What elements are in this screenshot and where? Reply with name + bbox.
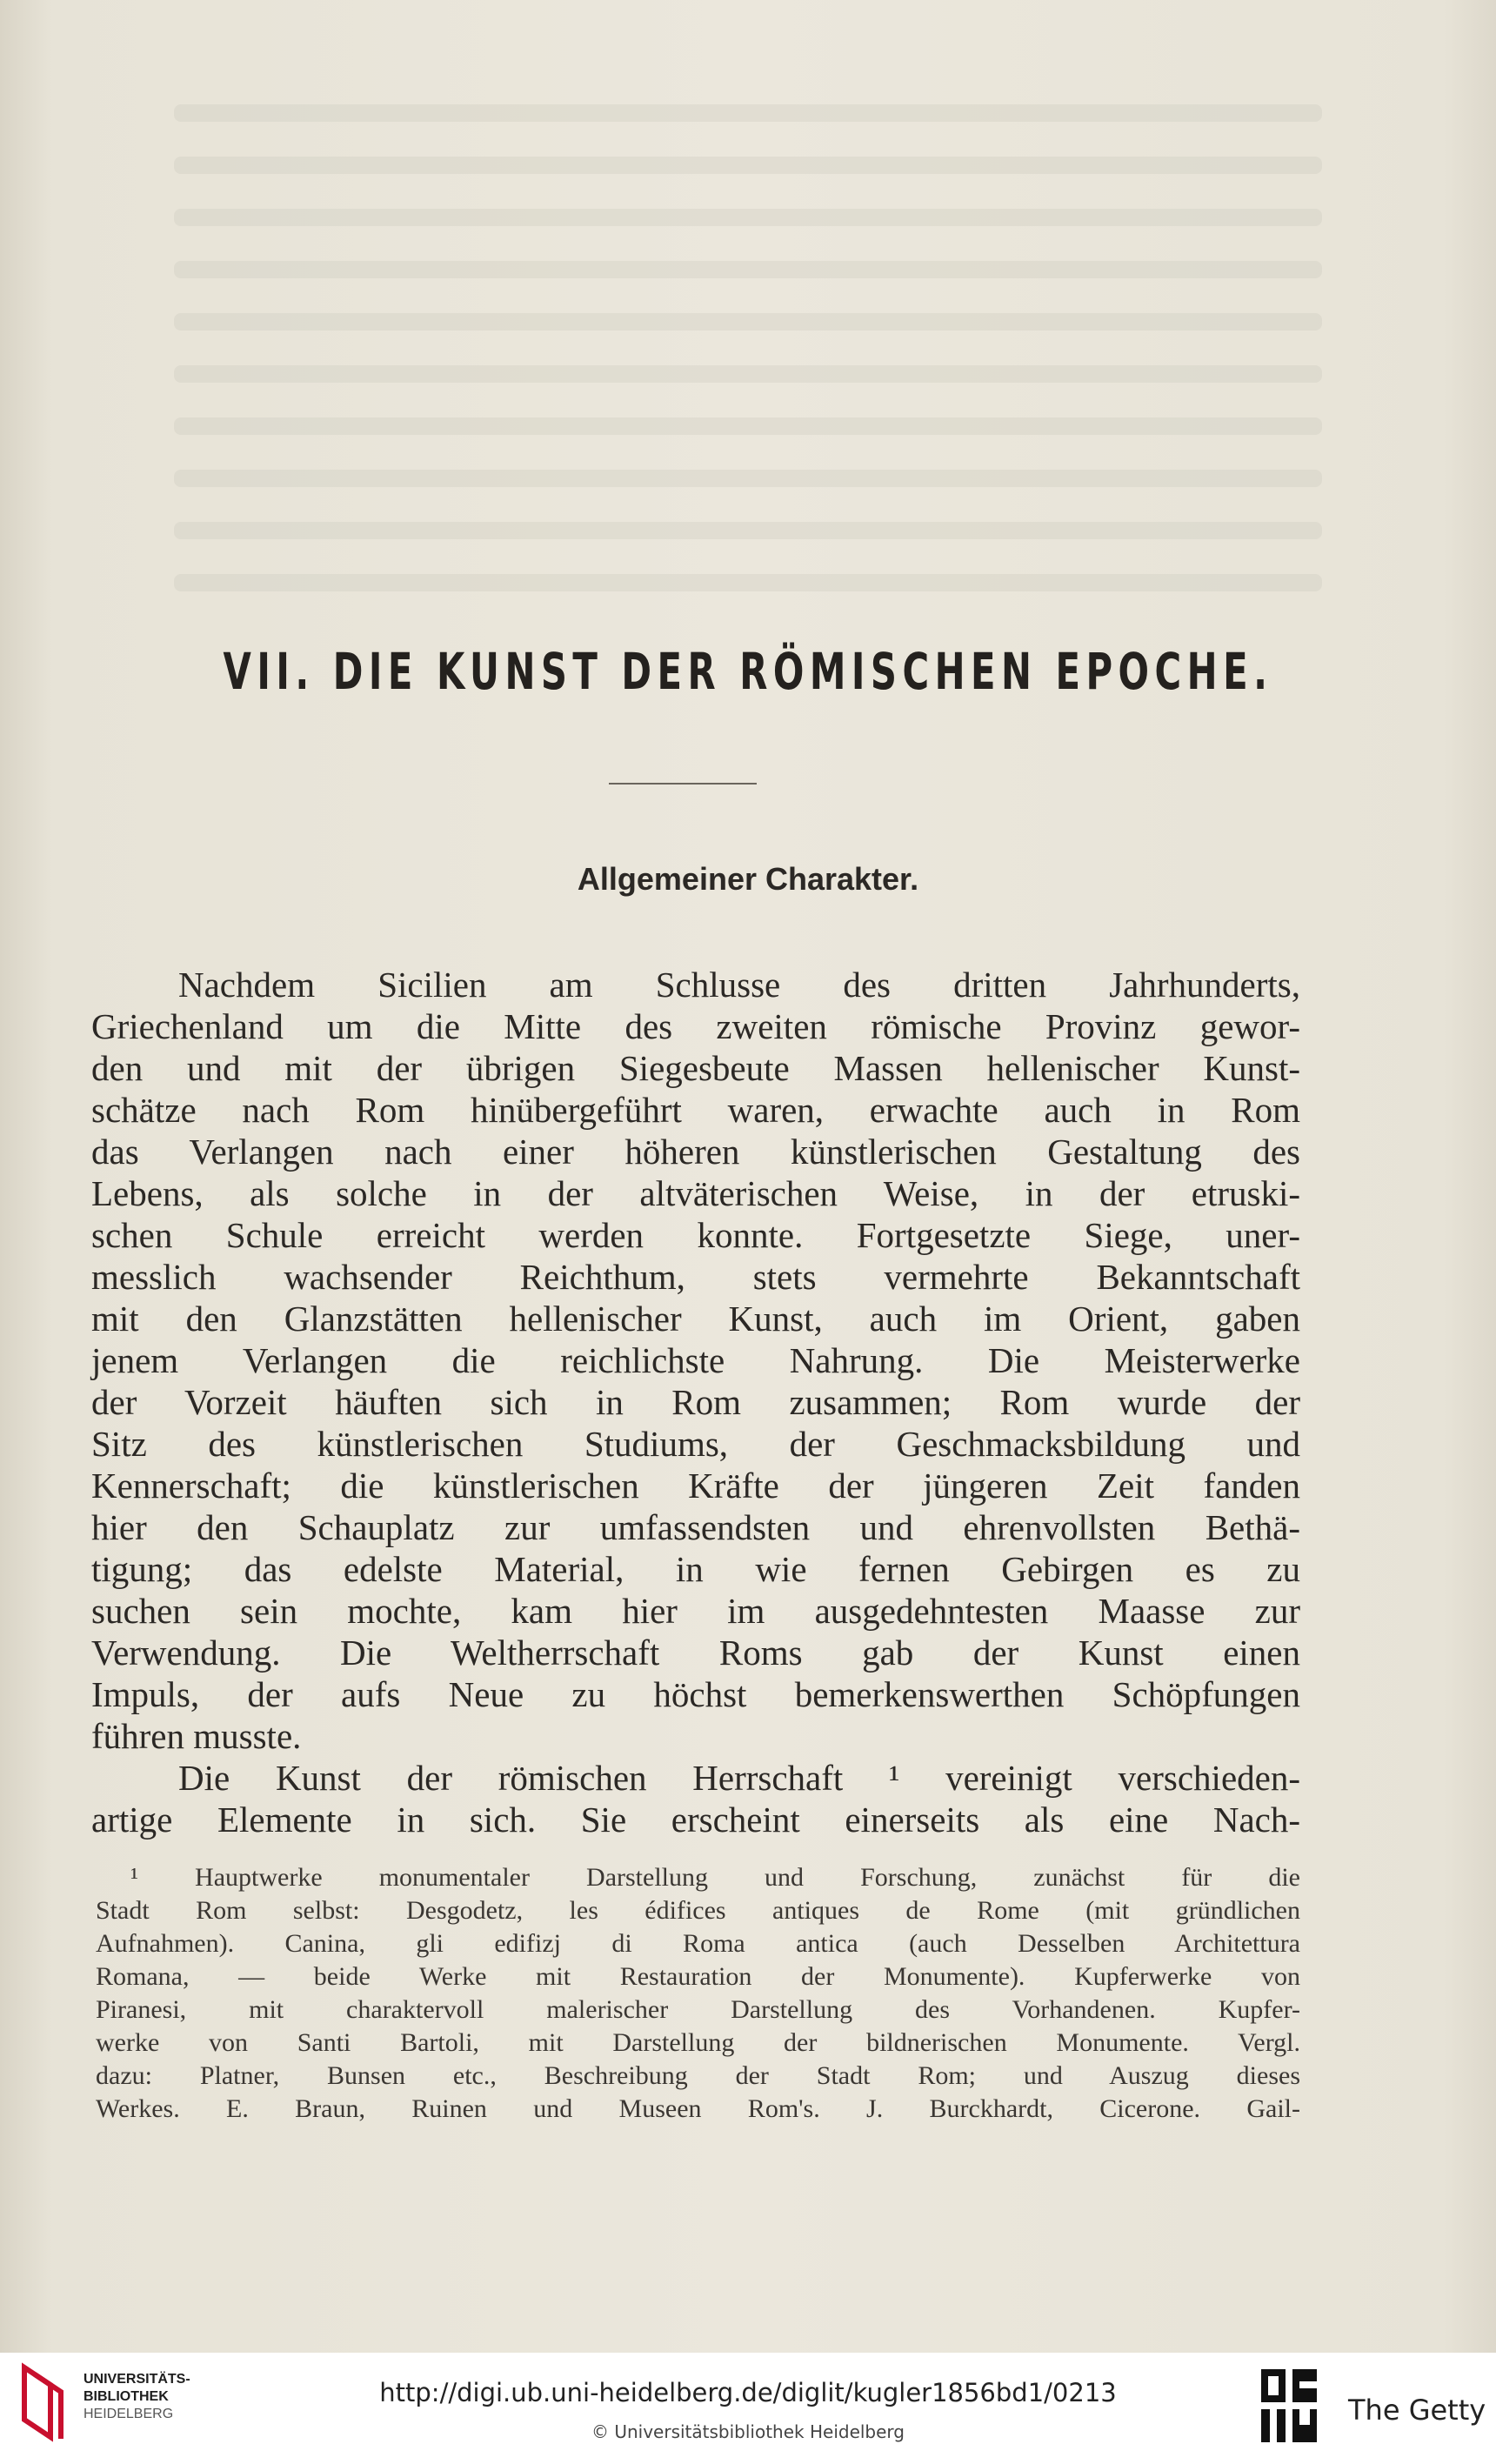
show-through-text <box>174 365 1322 383</box>
show-through-text <box>174 574 1322 591</box>
body-line: führen musste. <box>91 1716 302 1756</box>
title-divider <box>609 783 757 785</box>
body-line: artige Elemente in sich. Sie erscheint einerseits als eine Nach- <box>91 1800 1300 1840</box>
show-through-text <box>174 522 1322 539</box>
body-line: Kennerschaft; die künstlerischen Kräfte der jüngeren Zeit fanden <box>91 1466 1300 1506</box>
body-line: das Verlangen nach einer höheren künstlerischen Gestaltung des <box>91 1132 1300 1172</box>
footnote-line: Aufnahmen). Canina, gli edifizj di Roma antica (auch Desselben Architettura <box>96 1929 1300 1958</box>
footnote-line: Romana, — beide Werke mit Restauration der Monumente). Kupferwerke von <box>96 1962 1300 1991</box>
footnote-line: werke von Santi Bartoli, mit Darstellung der bildnerischen Monumente. Vergl. <box>96 2028 1300 2057</box>
show-through-text <box>174 313 1322 331</box>
show-through-text <box>174 470 1322 487</box>
getty-partner-label: The Getty <box>1348 2394 1486 2427</box>
library-name-line: BIBLIOTHEK <box>83 2389 169 2404</box>
body-line: Nachdem Sicilien am Schlusse des dritten Jahrhunderts, <box>178 965 1300 1005</box>
body-line: Griechenland um die Mitte des zweiten römische Provinz gewor- <box>91 1006 1300 1046</box>
footnote-line: Werkes. E. Braun, Ruinen und Museen Rom's. J. Burckhardt, Cicerone. Gail- <box>96 2094 1300 2123</box>
show-through-text <box>174 261 1322 278</box>
copyright-notice: © Universitätsbibliothek Heidelberg <box>591 2421 905 2442</box>
library-name-line: UNIVERSITÄTS- <box>83 2372 190 2387</box>
body-line: schen Schule erreicht werden konnte. Fortgesetzte Siege, uner- <box>91 1215 1300 1255</box>
footnote-line: ¹ Hauptwerke monumentaler Darstellung und Forschung, zunächst für die <box>130 1863 1300 1892</box>
permalink-url[interactable]: http://digi.ub.uni-heidelberg.de/diglit/kugler1856bd1/0213 <box>379 2378 1117 2407</box>
body-line: Verwendung. Die Weltherrschaft Roms gab der Kunst einen <box>91 1633 1300 1673</box>
body-line: tigung; das edelste Material, in wie fernen Gebirgen es zu <box>91 1549 1300 1589</box>
show-through-text <box>174 104 1322 122</box>
body-line: jenem Verlangen die reichlichste Nahrung. Die Meisterwerke <box>91 1340 1300 1380</box>
section-heading: Allgemeiner Charakter. <box>577 861 919 897</box>
body-line: messlich wachsender Reichthum, stets vermehrte Bekanntschaft <box>91 1257 1300 1297</box>
body-line: Sitz des künstlerischen Studiums, der Geschmacksbildung und <box>91 1424 1300 1464</box>
body-line: der Vorzeit häuften sich in Rom zusammen; Rom wurde der <box>91 1382 1300 1422</box>
getty-logo-icon[interactable] <box>1258 2364 1322 2447</box>
body-line: schätze nach Rom hinübergeführt waren, erwachte auch in Rom <box>91 1090 1300 1130</box>
body-line: suchen sein mochte, kam hier im ausgedehntesten Maasse zur <box>91 1591 1300 1631</box>
footnote-line: Piranesi, mit charaktervoll malerischer Darstellung des Vorhandenen. Kupfer- <box>96 1995 1300 2024</box>
footnote-line: Stadt Rom selbst: Desgodetz, les édifices antiques de Rome (mit gründlichen <box>96 1896 1300 1925</box>
show-through-text <box>174 157 1322 174</box>
chapter-title: VII. DIE KUNST DER RÖMISCHEN EPOCHE. <box>223 642 1273 701</box>
body-line: mit den Glanzstätten hellenischer Kunst, auch im Orient, gaben <box>91 1299 1300 1339</box>
body-line: Lebens, als solche in der altväterischen Weise, in der etruski- <box>91 1173 1300 1213</box>
body-line: hier den Schauplatz zur umfassendsten und ehrenvollsten Bethä- <box>91 1507 1300 1547</box>
body-line: Die Kunst der römischen Herrschaft ¹ vereinigt verschieden- <box>178 1758 1300 1798</box>
body-line: den und mit der übrigen Siegesbeute Massen hellenischer Kunst- <box>91 1048 1300 1088</box>
body-line: Impuls, der aufs Neue zu höchst bemerkenswerthen Schöpfungen <box>91 1674 1300 1714</box>
show-through-text <box>174 209 1322 226</box>
footnote-line: dazu: Platner, Bunsen etc., Beschreibung der Stadt Rom; und Auszug dieses <box>96 2061 1300 2090</box>
library-name-line: HEIDELBERG <box>83 2407 174 2421</box>
show-through-text <box>174 417 1322 435</box>
